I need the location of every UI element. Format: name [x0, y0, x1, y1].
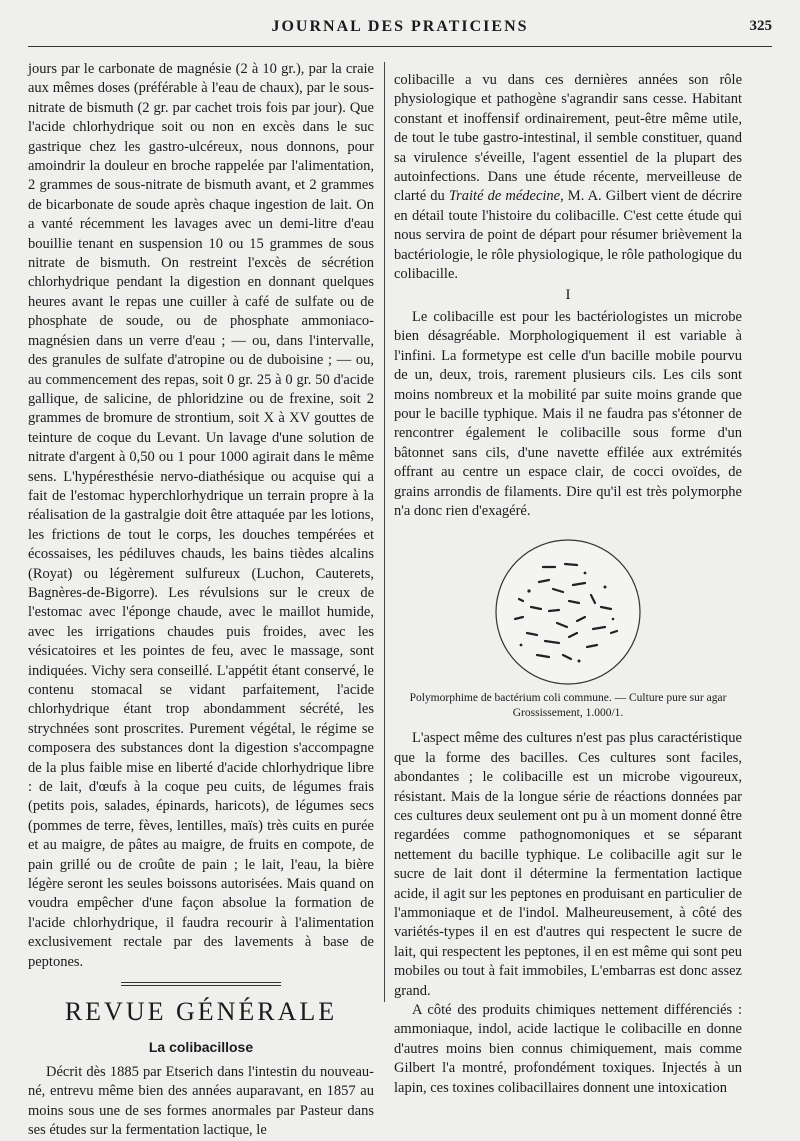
- micrograph-illustration: [493, 537, 643, 687]
- section-heading: REVUE GÉNÉRALE: [64, 997, 338, 1027]
- book-title: Traité de médecine: [448, 188, 561, 205]
- right-paragraph-4: A côté des produits chimiques nettement différenciés : ammoniaque, indol, acide lactique le colibacille en donne d'autres moins bien connus chimiquement, mais comme Gilbert l'a montré, profondément toxiques. Injectés à un lapin, ces toxines colibacillaires donnent une intoxication: [394, 1002, 742, 1096]
- section-numeral: I: [565, 287, 571, 304]
- figure-caption-line-1: Polymorphime de bactérium coli commune. — Culture pure sur agar: [409, 692, 727, 705]
- page-number: 325: [749, 18, 772, 34]
- right-paragraph-1: [394, 71, 742, 284]
- section-separator: [121, 982, 281, 986]
- right-paragraph-1-part-a: colibacille a vu dans ces dernières années son rôle physiologique et pathogène s'agrandir sans cesse. Habitant constant et inoffensif ordinairement, peut-être même utile, de tout le tube gastro-intestinal, il semble constituer, quand sa virulence s'éveille, l'agent essentiel de la plupart des autoinfections. Dans une étude récente, merveilleuse de clarté du: [394, 72, 742, 205]
- left-column: [28, 60, 374, 1141]
- right-paragraph-2: Le colibacille est pour les bactériologistes un microbe bien désagréable. Morphologiquement il est variable à l'infini. La formetype est celle d'un bacille mobile pourvu de un, deux, trois, rarement plusieurs cils. Les cils sont moins nombreux et la mobilité par suite moins grande que pour le bacille typhique. Mais il ne faudra pas s'étonner de rencontrer également le colibacille sous forme d'un bâtonnet sans cils, d'une navette effilée aux extrémités offrant au centre un espace clair, de cocci ovoïdes, de grains arrondis de filaments. Dire qu'il est très polymorphe n'a donc rien d'exagéré.: [394, 308, 742, 519]
- figure-caption-line-2: Grossissement, 1.000/1.: [512, 707, 624, 720]
- column-divider: [384, 62, 385, 1002]
- left-paragraph-1: jours par le carbonate de magnésie (2 à 10 gr.), par la craie aux mêmes doses (préférable à l'eau de chaux), par le sous-nitrate de bismuth (2 gr. par cachet trois fois par jour). Que l'acide chlorhydrique soit ou non en excès dans le suc gastrique chez les gastro-ulcéreux, nous donnons, pour amoindrir la douleur en broche rappelée par l'alimentation, 2 grammes de sous-nitrate de bismuth avant, et 2 grammes de bicarbonate de soude après chaque ingestion de lait. On a vanté récemment les lavages avec un demi-litre d'eau bouillie tenant en suspension 10 ou 15 grammes de sous nitrate de bismuth. On restreint l'excès de sécrétion chlorhydrique pendant la digestion en donnant quelques heures avant le repas une cuiller à café de sulfate ou de phosphate de soude, ou de phosphate ammoniaco-magnésien dans un verre d'eau ; — ou, dans l'intervalle, des granules de sulfate d'atropine ou de duboisine ; — ou, au commencement des repas, soit 0 gr. 25 à 0 gr. 50 d'acide gallique, de salicine, de phloridzine ou de frexine, soit 2 grammes de bromure de strontium, soit X à XV gouttes de teinture de coque du Levant. Un lavage d'une solution de nitrate d'argent à 0,50 ou 1 pour 1000 agirait dans le même sens. L'hypéresthésie nervo-diathésique ou acquise qui a fait de l'estomac hyperchlorhydrique un terrain propre à la réalisation de la gastralgie doit être attaquée par les lotions, les frictions de tout le corps, les douches tempérées et écossaises, les pédiluves chauds, les bains tièdes alcalins (Royat) ou légèrement sulfureux (Luchon, Cauterets, Bagnères-de-Bigorre). Les révulsions sur le creux de l'estomac avec l'éponge chaude, avec le maillot humide, avec les irrigations chaudes puis froides, avec les vésicatoires et les pointes de feu, avec le massage, sont indiquées. Vichy sera conseillé. L'appétit étant conservé, le contenu stomacal se vidant parfaitement, l'acide chlorhydrique étant trop abondamment sécrété, les strychnées sont proscrites. Purement végétal, le régime se composera des substances dont la digestion s'accompagne de la plus faible mise en liberté d'acide chlorhydrique libre : de lait, d'œufs à la coque peu cuits, de légumes frais (petits pois, salades, épinards, haricots), de légumes secs (pommes de terre, fèves, lentilles, maïs) très cuits en purée et au maigre, de pâtes au maigre, de fruits en compote, de pain grillé ou de croûte de pain ; le lait, l'eau, la bière légère seront les seules boissons autorisées. Mais quand on voudra empêcher d'une façon absolue la formation de l'acide chlorhydrique, il faudra recourir à l'alimentation exclusivement rectale par des lavements à base de peptones.: [28, 61, 374, 970]
- figure: [394, 537, 742, 721]
- running-title: JOURNAL DES PRATICIENS: [271, 18, 529, 35]
- header-rule: [28, 46, 772, 47]
- right-paragraph-3: L'aspect même des cultures n'est pas plus caractéristique que la forme des bacilles. Ces cultures sont faciles, abondantes ; le colibacille est un microbe vigoureux, résistant. Mais de la longue série de réactions données par ces cultures deux seulement ont pu à un moment donné être regardées comme pathognomoniques et se séparant nettement du bacille typhique. Le colibacille agit sur le sucre de lait dont il détermine la fermentation lactique acide, il agit sur les peptones en produisant en particulier de l'ammoniaque et de l'indol. Malheureusement, à côté des variétés-types il en est d'autres qui respectent le sucre de lait, qui respectent les peptones, il en est même qui sont peu mobiles ou tout à fait immobiles, L'embarras est donc assez grand.: [394, 730, 742, 999]
- left-paragraph-2: Décrit dès 1885 par Etserich dans l'intestin du nouveau-né, entrevu même bien des années auparavant, en 1857 au moins sous une de ses formes anormales par Pasteur dans ses études sur la fermentation lactique, le: [28, 1063, 374, 1139]
- right-column: [394, 71, 742, 1098]
- right-paragraph-1-part-b: , M. A. Gilbert vient de décrire en détail toute l'histoire du colibacille. C'est cette étude qui nous servira de point de départ pour résumer brièvement la bactériologie, le rôle physiologique, le rôle pathologique du colibacille.: [394, 188, 742, 283]
- page-header: [28, 18, 772, 38]
- article-title: La colibacillose: [148, 1038, 254, 1055]
- figure-caption: [394, 691, 742, 721]
